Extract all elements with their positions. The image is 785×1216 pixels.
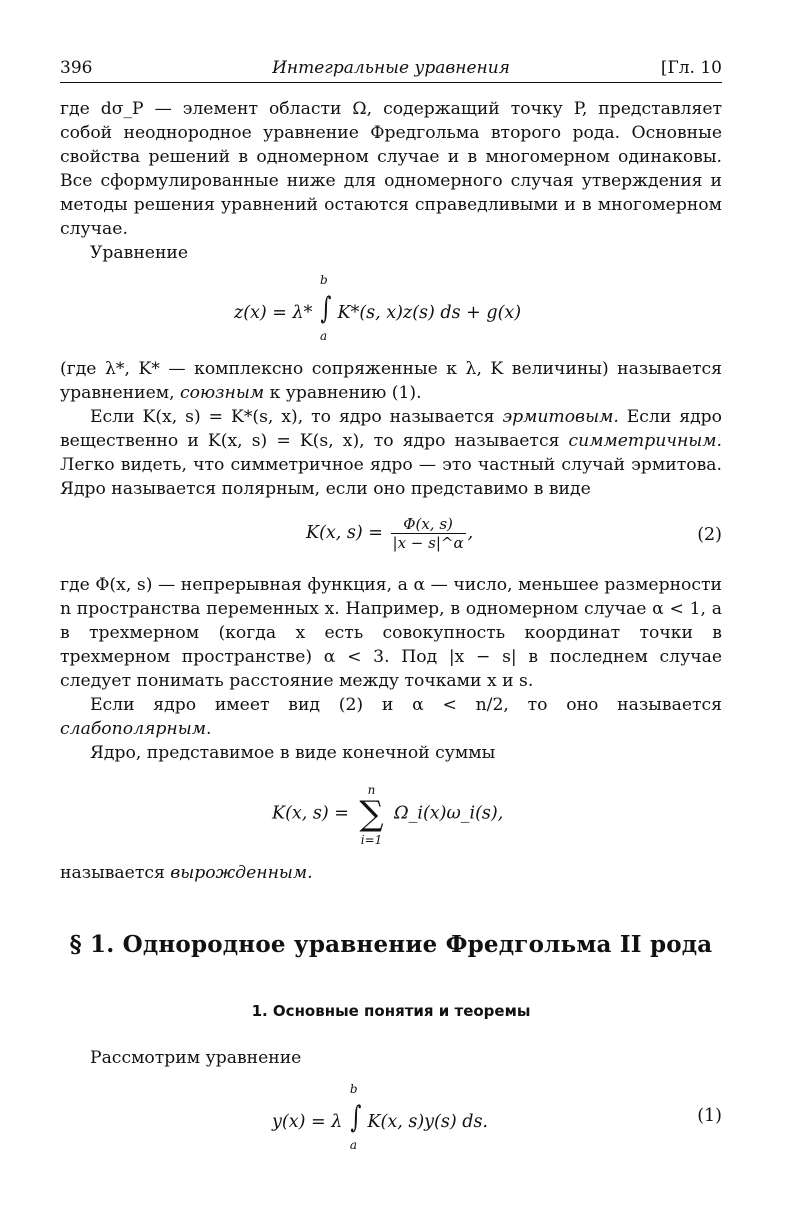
denominator: |x − s|^α — [392, 534, 464, 552]
paragraph-consider: Рассмотрим уравнение — [90, 1048, 302, 1068]
running-title: Интегральные уравнения — [272, 58, 510, 78]
upper-limit: b — [349, 1082, 358, 1096]
formula-polar-kernel: K(x, s) = $\frac{\Phi(x, s)}{|x - s|\^{}\alpha}$ , (2) — [306, 515, 722, 552]
subsection-title: 1. Основные понятия и теоремы — [251, 1002, 531, 1020]
formula-adjoint-equation — [60, 269, 722, 347]
paragraph-adjoint: (где λ*, K* — комплексно сопряженные к λ, K величины) называется уравнением, союзным к уравнению (1). — [60, 359, 722, 403]
summation-sign: n ∑ i=1 — [355, 797, 389, 831]
integral-sign: b ∫ a — [349, 1082, 362, 1152]
formula-3-left: K(x, s) = — [272, 803, 349, 824]
lower-limit: a — [349, 1138, 358, 1152]
equation-number-2: (2) — [697, 525, 722, 545]
fraction — [391, 515, 466, 552]
paragraph-polar: где Φ(x, s) — непрерывная функция, а α — число, меньшее размерности n пространства переменных x. Например, в одномерном случае α < 1, а в трехмерном (когда x есть совокупность координат точки в трехмерном пространстве) α < 3. Под |x − s| в последнем случае следует понимать расстояние между точками x и s. — [60, 575, 722, 691]
formula-homogeneous-equation — [60, 1078, 722, 1156]
section-title: § 1. Однородное уравнение Фредгольма II рода — [69, 931, 713, 958]
chapter-label: [Гл. 10 — [660, 58, 722, 78]
paragraph-finite-sum: Ядро, представимое в виде конечной суммы — [90, 743, 496, 763]
term-symmetric: симметричным. — [568, 431, 722, 451]
upper-limit: b — [319, 273, 328, 287]
integral-sign: b ∫ a — [319, 273, 332, 343]
formula-1-right: K*(s, x)z(s) ds + g(x) — [337, 303, 522, 323]
numerator: Φ(x, s) — [391, 515, 466, 534]
book-page — [60, 56, 722, 1156]
sum-upper: n — [367, 783, 376, 797]
formula-4-left: y(x) = λ — [272, 1112, 343, 1132]
formula-3-right: Ω_i(x)ω_i(s), — [394, 803, 504, 824]
running-header — [60, 56, 722, 83]
term-adjoint: союзным — [180, 383, 265, 403]
paragraph-equation-label: Уравнение — [90, 243, 189, 263]
equation-number-1: (1) — [697, 1106, 722, 1126]
formula-1-left: z(x) = λ* — [234, 303, 313, 323]
paragraph-intro: где dσ_P — элемент области Ω, содержащий точку P, представляет собой неоднородное уравнение Фредгольма второго рода. Основные свойства решений в одномерном случае и в многомерном одинаковы. Все сформулированные ниже для одномерного случая утверждения и методы решения уравнений остаются справедливыми и в многомерном случае. — [60, 99, 722, 239]
term-hermitian: эрмитовым. — [502, 407, 619, 427]
formula-2-left: K(x, s) = — [306, 523, 383, 543]
sum-lower: i=1 — [360, 833, 383, 847]
formula-4-right: K(x, s)y(s) ds. — [367, 1112, 488, 1132]
term-degenerate: вырожденным. — [170, 863, 313, 883]
term-weakly-polar: слабополярным. — [60, 719, 212, 739]
lower-limit: a — [319, 329, 328, 343]
paragraph-weakly-polar: Если ядро имеет вид (2) и α < n/2, то оно называется слабополярным. — [60, 695, 722, 739]
formula-degenerate-kernel — [60, 771, 722, 855]
page-number: 396 — [60, 58, 93, 78]
paragraph-degenerate: называется вырожденным. — [60, 863, 313, 883]
paragraph-hermitian: Если K(x, s) = K*(s, x), то ядро называется эрмитовым. Если ядро вещественно и K(x, s) = K(s, x), то ядро называется симметричным. Легко видеть, что симметричное ядро — это частный случай эрмитова. Ядро называется полярным, если оно представимо в виде — [60, 407, 723, 499]
